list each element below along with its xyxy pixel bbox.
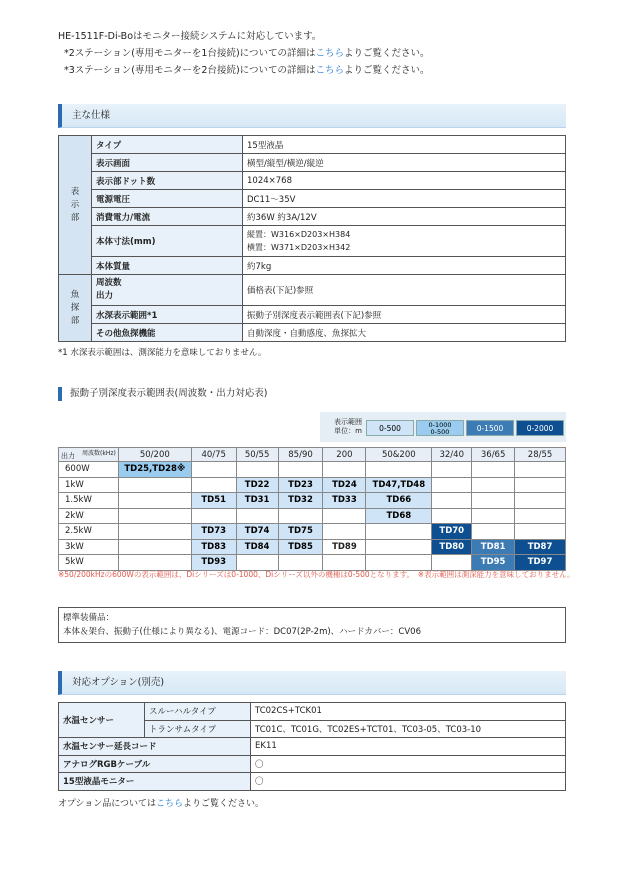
spec-row bbox=[59, 172, 566, 190]
transducer-cell: TD93 bbox=[191, 555, 236, 571]
transducer-cell: TD22 bbox=[236, 477, 278, 493]
freq-header: 200 bbox=[323, 448, 366, 462]
spec-label: 消費電力/電流 bbox=[92, 208, 243, 226]
corner-frequency: 周波数(kHz) bbox=[82, 450, 116, 457]
transducer-cell: TD89 bbox=[323, 539, 366, 555]
spec-row bbox=[59, 136, 566, 154]
option-label: アナログRGBケーブル bbox=[59, 755, 251, 773]
option-row bbox=[59, 773, 566, 791]
spec-value bbox=[243, 226, 566, 257]
spec-value: 横型/縦型/横逆/縦逆 bbox=[243, 154, 566, 172]
transducer-cell: TD47,TD48 bbox=[366, 477, 432, 493]
output-label: 1.5kW bbox=[59, 493, 119, 509]
spec-label: 水深表示範囲*1 bbox=[92, 306, 243, 324]
spec-row bbox=[59, 275, 566, 306]
options-footer bbox=[58, 796, 264, 809]
freq-header: 28/55 bbox=[515, 448, 566, 462]
transducer-cell: TD75 bbox=[278, 524, 323, 540]
transducer-cell: TD81 bbox=[472, 539, 515, 555]
intro-line-3 bbox=[58, 62, 430, 79]
spec-label bbox=[92, 275, 243, 306]
transducer-cell: TD31 bbox=[236, 493, 278, 509]
spec-label: 本体寸法(mm) bbox=[92, 226, 243, 257]
transducer-cell: TD25,TD28※ bbox=[118, 462, 191, 478]
option-label: 水温センサー延長コード bbox=[59, 738, 251, 756]
spec-label: 電源電圧 bbox=[92, 190, 243, 208]
option-row bbox=[59, 738, 566, 756]
freq-header: 36/65 bbox=[472, 448, 515, 462]
options-section-heading: 対応オプション(別売) bbox=[58, 671, 566, 695]
spec-section-heading: 主な仕様 bbox=[58, 104, 566, 128]
range-note: ※50/200kHzの600Wの表示範囲は、Diシリーズは0-1000、Diシリーズ以外の機種は0-500となります。 ※表示範囲は測深能力を意味しておりません。 bbox=[58, 570, 575, 579]
intro-text bbox=[58, 28, 430, 79]
standard-title: 標準装備品： bbox=[63, 613, 115, 623]
transducer-cell: TD95 bbox=[472, 555, 515, 571]
standard-text: 本体＆架台、振動子(仕様により異なる)、電源コード：DC07(2P-2m)、ハードカバー：CV06 bbox=[63, 627, 421, 637]
spec-label: その他魚探機能 bbox=[92, 324, 243, 342]
freq-header: 85/90 bbox=[278, 448, 323, 462]
option-value: EK11 bbox=[251, 738, 566, 756]
corner-output: 出力 bbox=[61, 452, 75, 460]
dimension-horizontal: 横置：W371×D203×H342 bbox=[247, 243, 351, 252]
output-label: 3kW bbox=[59, 539, 119, 555]
legend-title bbox=[324, 418, 362, 436]
range-header-row bbox=[59, 448, 566, 462]
transducer-cell: TD87 bbox=[515, 539, 566, 555]
range-row bbox=[59, 508, 566, 524]
intro-line-3-text: *3ステーション(専用モニターを2台接続)についての詳細は bbox=[64, 65, 316, 76]
range-row bbox=[59, 539, 566, 555]
group-fish-text: 魚 探 部 bbox=[70, 289, 80, 326]
spec-table bbox=[58, 135, 566, 342]
group-display-text: 表 示 部 bbox=[70, 186, 80, 223]
transducer-cell: TD80 bbox=[432, 539, 472, 555]
options-footer-text: オプション品については bbox=[58, 799, 157, 809]
output-label: 1kW bbox=[59, 477, 119, 493]
option-row bbox=[59, 703, 566, 721]
option-value: TC01C、TC01G、TC02ES+TCT01、TC03-05、TC03-10 bbox=[251, 720, 566, 738]
transducer-cell: TD83 bbox=[191, 539, 236, 555]
range-row bbox=[59, 555, 566, 571]
range-row bbox=[59, 477, 566, 493]
option-value: 〇 bbox=[251, 755, 566, 773]
option-value: TC02CS+TCK01 bbox=[251, 703, 566, 721]
standard-equipment-box bbox=[58, 607, 566, 643]
group-display-label bbox=[59, 136, 92, 275]
spec-label: 表示部ドット数 bbox=[92, 172, 243, 190]
spec-row bbox=[59, 226, 566, 257]
transducer-cell: TD66 bbox=[366, 493, 432, 509]
group-fish-label bbox=[59, 275, 92, 342]
freq-header: 32/40 bbox=[432, 448, 472, 462]
option-label: 15型液晶モニター bbox=[59, 773, 251, 791]
spec-footnote: *1 水深表示範囲は、測深能力を意味しておりません。 bbox=[58, 348, 267, 358]
link-options[interactable]: こちら bbox=[156, 799, 184, 809]
transducer-cell: TD23 bbox=[278, 477, 323, 493]
spec-label: タイプ bbox=[92, 136, 243, 154]
output-label: 2.5kW bbox=[59, 524, 119, 540]
spec-value: 約7kg bbox=[243, 257, 566, 275]
range-row bbox=[59, 462, 566, 478]
range-row bbox=[59, 524, 566, 540]
legend-0-1000-label: 0-1000 bbox=[428, 421, 452, 429]
option-row bbox=[59, 755, 566, 773]
legend-0-1000 bbox=[416, 420, 464, 436]
range-section-heading: 振動子別深度表示範囲表(周波数・出力対応表) bbox=[58, 387, 267, 401]
spec-label: 表示画面 bbox=[92, 154, 243, 172]
transducer-cell: TD85 bbox=[278, 539, 323, 555]
legend-0-500: 0-500 bbox=[366, 420, 414, 436]
intro-line-3-suffix: よりご覧ください。 bbox=[344, 65, 430, 76]
legend-title-text: 表示範囲 bbox=[334, 418, 362, 426]
spec-value: 価格表(下記)参照 bbox=[243, 275, 566, 306]
transducer-cell: TD33 bbox=[323, 493, 366, 509]
spec-row bbox=[59, 324, 566, 342]
spec-value: DC11～35V bbox=[243, 190, 566, 208]
legend-0-1000-label2: 0-500 bbox=[430, 428, 450, 436]
options-table bbox=[58, 702, 566, 791]
spec-value: 自動深度・自動感度、魚探拡大 bbox=[243, 324, 566, 342]
option-label: 水温センサー bbox=[59, 703, 145, 738]
transducer-cell: TD32 bbox=[278, 493, 323, 509]
legend-unit: 単位：m bbox=[334, 427, 362, 435]
transducer-cell: TD24 bbox=[323, 477, 366, 493]
freq-header: 50/55 bbox=[236, 448, 278, 462]
intro-line-2-text: *2ステーション(専用モニターを1台接続)についての詳細は bbox=[64, 48, 316, 59]
transducer-cell: TD51 bbox=[191, 493, 236, 509]
link-3station[interactable]: こちら bbox=[315, 65, 345, 76]
spec-value: 1024×768 bbox=[243, 172, 566, 190]
transducer-cell: TD74 bbox=[236, 524, 278, 540]
option-value: 〇 bbox=[251, 773, 566, 791]
output-label: 600W bbox=[59, 462, 119, 478]
intro-line-2 bbox=[58, 45, 430, 62]
spec-value: 約36W 約3A/12V bbox=[243, 208, 566, 226]
freq-header: 40/75 bbox=[191, 448, 236, 462]
dimension-vertical: 縦置：W316×D203×H384 bbox=[247, 230, 351, 239]
transducer-cell: TD73 bbox=[191, 524, 236, 540]
legend-0-2000: 0-2000 bbox=[516, 420, 564, 436]
link-2station[interactable]: こちら bbox=[315, 48, 345, 59]
transducer-cell: TD97 bbox=[515, 555, 566, 571]
range-legend bbox=[320, 412, 566, 442]
output-label: 2kW bbox=[59, 508, 119, 524]
range-corner bbox=[59, 448, 119, 462]
output-label: 5kW bbox=[59, 555, 119, 571]
range-table bbox=[58, 447, 566, 571]
option-sublabel: スルーハルタイプ bbox=[145, 703, 251, 721]
range-row bbox=[59, 493, 566, 509]
intro-line-2-suffix: よりご覧ください。 bbox=[344, 48, 430, 59]
spec-value: 振動子別深度表示範囲表(下記)参照 bbox=[243, 306, 566, 324]
freq-header: 50&200 bbox=[366, 448, 432, 462]
spec-row bbox=[59, 208, 566, 226]
legend-0-1500: 0-1500 bbox=[466, 420, 514, 436]
spec-row bbox=[59, 257, 566, 275]
freq-header: 50/200 bbox=[118, 448, 191, 462]
option-sublabel: トランサムタイプ bbox=[145, 720, 251, 738]
transducer-cell: TD84 bbox=[236, 539, 278, 555]
intro-line-1: HE-1511F-Di-Boはモニター接続システムに対応しています。 bbox=[58, 31, 322, 42]
spec-value: 15型液晶 bbox=[243, 136, 566, 154]
spec-row bbox=[59, 306, 566, 324]
spec-row bbox=[59, 190, 566, 208]
spec-row bbox=[59, 154, 566, 172]
spec-label-frequency: 周波数 bbox=[96, 278, 122, 288]
transducer-cell: TD70 bbox=[432, 524, 472, 540]
options-footer-suffix: よりご覧ください。 bbox=[183, 799, 265, 809]
spec-label: 本体質量 bbox=[92, 257, 243, 275]
transducer-cell: TD68 bbox=[366, 508, 432, 524]
spec-label-output: 出力 bbox=[96, 291, 114, 301]
